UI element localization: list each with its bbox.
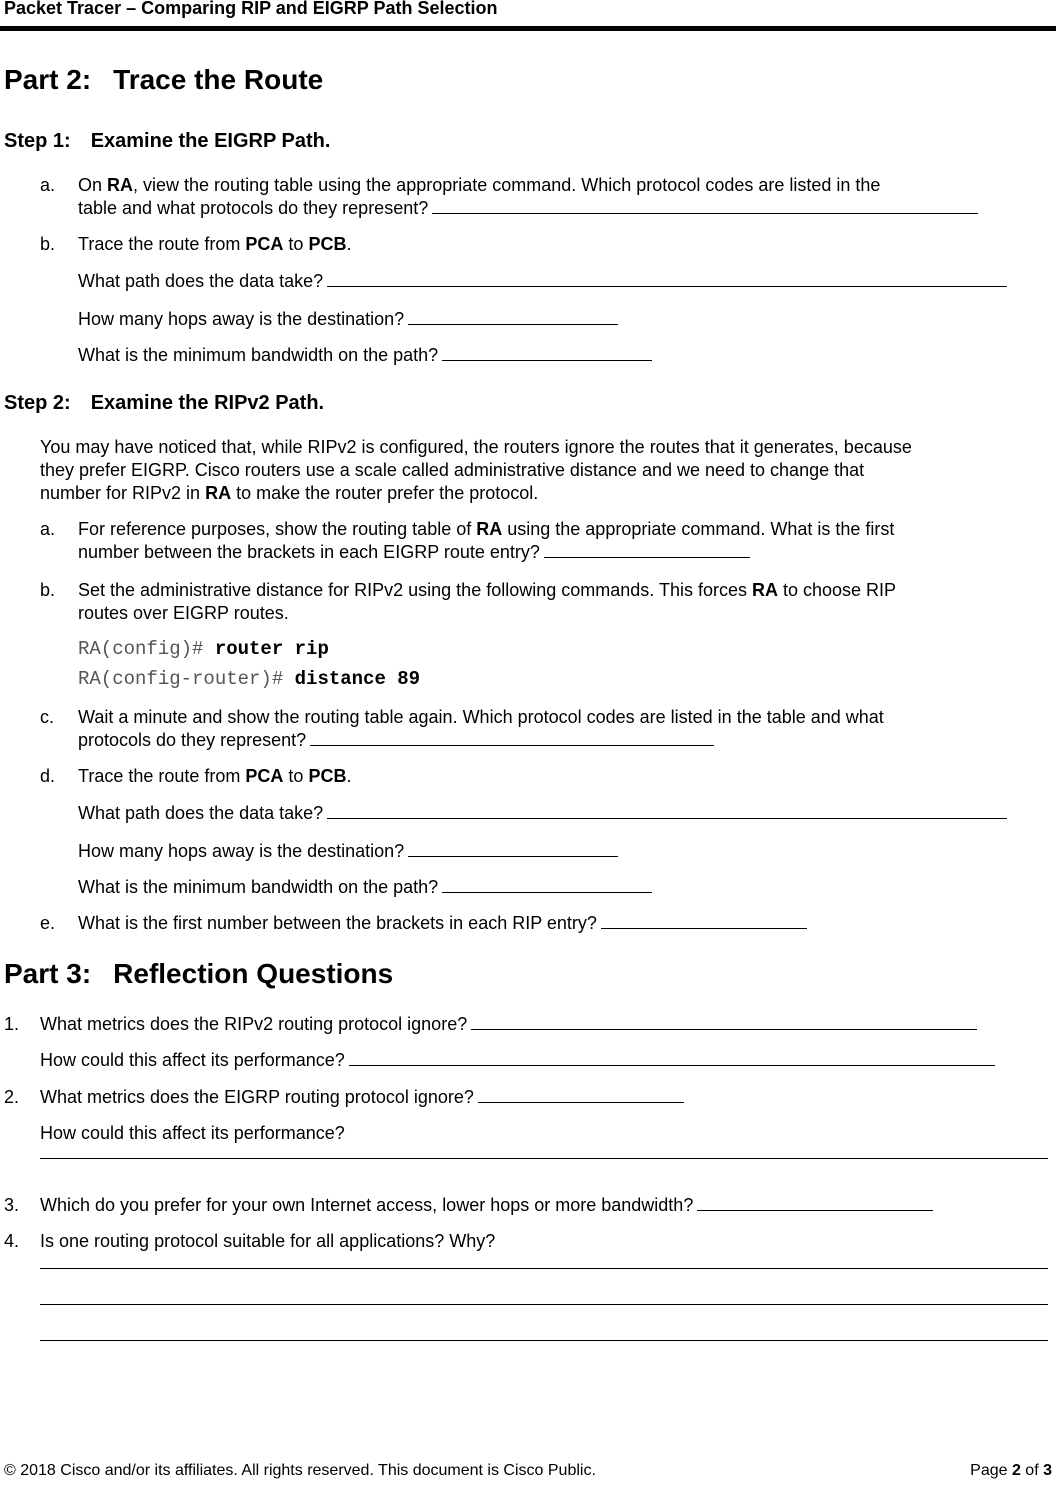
part-2-heading: [4, 64, 323, 96]
footer-page-number: Page 2 of 3: [970, 1462, 1052, 1479]
step2-item-e-text: What is the first number between the brackets in each RIP entry?: [78, 912, 807, 934]
step2-item-d-label: d.: [40, 766, 56, 786]
reflection-q3-text: Which do you prefer for your own Internet access, lower hops or more bandwidth?: [40, 1194, 933, 1216]
step1-question-path: What path does the data take?: [78, 270, 1007, 292]
part-3-number: Part 3:: [4, 958, 92, 989]
reflection-q2-label: 2.: [4, 1087, 20, 1107]
answer-blank[interactable]: [349, 1051, 995, 1066]
step1-item-a-label: a.: [40, 175, 56, 195]
step1-item-b-text: Trace the route from PCA to PCB.: [78, 234, 352, 254]
step2-item-b-line2: routes over EIGRP routes.: [78, 603, 289, 623]
answer-line[interactable]: [40, 1340, 1048, 1341]
document-header-title: Packet Tracer – Comparing RIP and EIGRP Path Selection: [4, 0, 498, 18]
answer-blank[interactable]: [544, 543, 750, 558]
footer-copyright: © 2018 Cisco and/or its affiliates. All rights reserved. This document is Cisco Public.: [4, 1462, 596, 1479]
step2-intro-line1: You may have noticed that, while RIPv2 is configured, the routers ignore the routes that it generates, because: [40, 437, 912, 457]
answer-blank[interactable]: [432, 199, 978, 214]
step2-item-a-label: a.: [40, 519, 56, 539]
answer-blank[interactable]: [442, 878, 652, 893]
step-1-heading: [4, 130, 330, 153]
answer-blank[interactable]: [327, 804, 1007, 819]
step2-item-c-line1: Wait a minute and show the routing table again. Which protocol codes are listed in the table and what: [78, 707, 884, 727]
step2-question-hops: How many hops away is the destination?: [78, 840, 618, 862]
reflection-q2-followup: How could this affect its performance?: [40, 1123, 345, 1143]
step2-item-b-label: b.: [40, 580, 56, 600]
step1-question-bandwidth: What is the minimum bandwidth on the path?: [78, 344, 652, 366]
cli-command-distance: RA(config-router)# distance 89: [78, 668, 421, 690]
reflection-q2-text: What metrics does the EIGRP routing protocol ignore?: [40, 1086, 684, 1108]
step1-item-a-line1: On RA, view the routing table using the appropriate command. Which protocol codes are listed in the: [78, 175, 881, 195]
reflection-q1-followup: How could this affect its performance?: [40, 1049, 995, 1071]
step2-item-c-line2: protocols do they represent?: [78, 729, 714, 751]
reflection-q1-label: 1.: [4, 1014, 20, 1034]
reflection-q4-label: 4.: [4, 1231, 20, 1251]
step-2-heading: [4, 392, 324, 415]
answer-blank[interactable]: [697, 1196, 933, 1211]
answer-blank[interactable]: [478, 1088, 684, 1103]
step2-item-a-line2: number between the brackets in each EIGRP route entry?: [78, 541, 750, 563]
step-1-title: Examine the EIGRP Path.: [90, 130, 331, 152]
step-1-number: Step 1:: [4, 130, 71, 152]
answer-blank[interactable]: [442, 346, 652, 361]
part-2-title: Trace the Route: [113, 64, 324, 95]
part-2-number: Part 2:: [4, 64, 92, 95]
step2-item-e-label: e.: [40, 913, 56, 933]
part-3-heading: [4, 958, 393, 990]
answer-blank[interactable]: [327, 272, 1007, 287]
answer-line[interactable]: [40, 1268, 1048, 1269]
reflection-q3-label: 3.: [4, 1195, 20, 1215]
step2-question-bandwidth: What is the minimum bandwidth on the path?: [78, 876, 652, 898]
answer-blank[interactable]: [310, 731, 714, 746]
part-3-title: Reflection Questions: [113, 958, 394, 989]
answer-blank[interactable]: [408, 310, 618, 325]
answer-blank[interactable]: [408, 842, 618, 857]
step2-item-d-text: Trace the route from PCA to PCB.: [78, 766, 352, 786]
step2-intro-line2: they prefer EIGRP. Cisco routers use a scale called administrative distance and we need to change that: [40, 460, 865, 480]
step1-question-hops: How many hops away is the destination?: [78, 308, 618, 330]
step-2-title: Examine the RIPv2 Path.: [90, 392, 325, 414]
cli-command-router-rip: RA(config)# router rip: [78, 638, 329, 660]
answer-line[interactable]: [40, 1304, 1048, 1305]
reflection-q4-text: Is one routing protocol suitable for all applications? Why?: [40, 1231, 496, 1251]
step2-item-c-label: c.: [40, 707, 55, 727]
answer-blank[interactable]: [471, 1015, 977, 1030]
step1-item-a-line2: table and what protocols do they represent?: [78, 197, 978, 219]
step2-item-a-line1: For reference purposes, show the routing table of RA using the appropriate command. What is the first: [78, 519, 895, 539]
step2-intro-line3: number for RIPv2 in RA to make the router prefer the protocol.: [40, 483, 539, 503]
answer-blank[interactable]: [601, 914, 807, 929]
header-rule: [0, 26, 1056, 31]
step2-question-path: What path does the data take?: [78, 802, 1007, 824]
answer-line[interactable]: [40, 1158, 1048, 1159]
reflection-q1-text: What metrics does the RIPv2 routing protocol ignore?: [40, 1013, 977, 1035]
step2-item-b-line1: Set the administrative distance for RIPv2 using the following commands. This forces RA to choose RIP: [78, 580, 897, 600]
step-2-number: Step 2:: [4, 392, 71, 414]
step1-item-b-label: b.: [40, 234, 56, 254]
